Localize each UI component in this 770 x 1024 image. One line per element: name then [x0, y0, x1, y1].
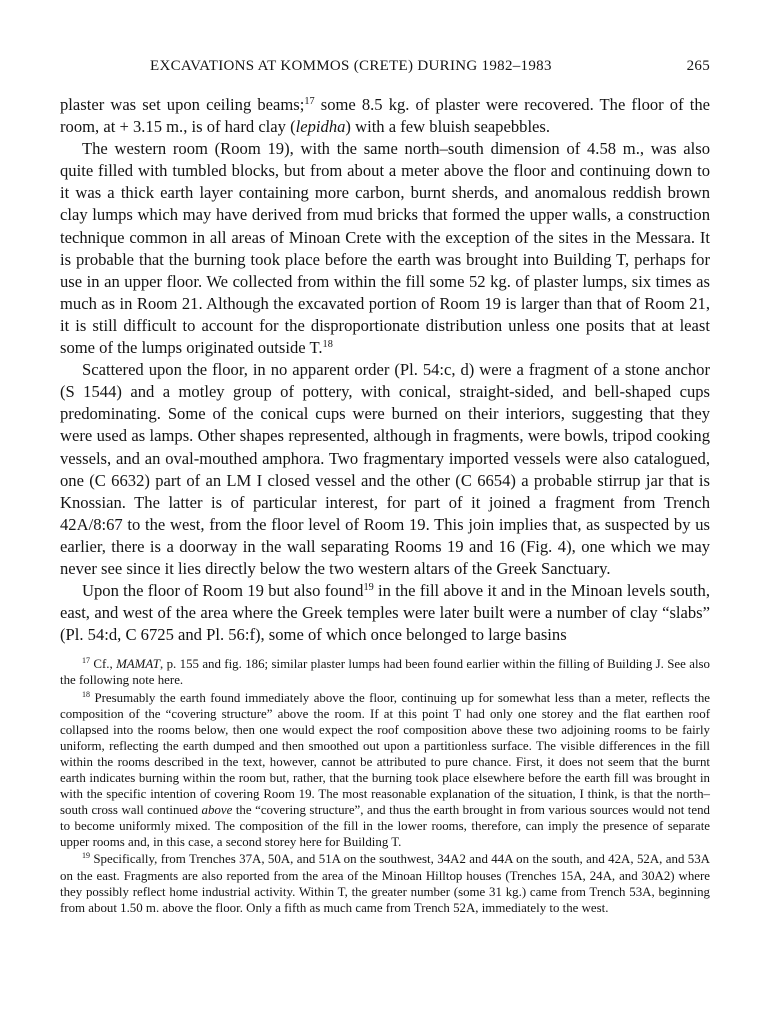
- footnote-ref-17: 17: [304, 95, 315, 107]
- footnote-ref-18: 18: [322, 338, 333, 350]
- footnote-text: Presumably the earth found immediately above the floor, continuing up for somewhat less than a meter, reflects the composition of the “covering structure” above the room. If at this point T had only one storey and the flat earthen roof collapsed into the rooms below, then one would expect the roof composition above these two adjoining rooms to be fairly uniform, reflecting the earth dumped and then smoothed out upon a partitionless surface. The visible differences in the fill within the rooms described in the text, however, cannot be attributed to pure chance. First, it does not seem that the burnt earth indicates burning within the room but, rather, that the burning took place elsewhere before the earth fill was brought in with the specific intention of covering Room 19. The most reasonable explanation of the situation, I think, is that the north–south cross wall continued: [60, 690, 710, 818]
- paragraph-text: some 8.5 kg. of plaster were recovered. The floor of the room, at + 3.15 m., is of hard clay (: [60, 95, 710, 137]
- paragraph-text: Scattered upon the floor, in no apparent order (Pl. 54:c, d) were a fragment of a stone anchor (S 1544) and a motley group of pottery, with conical, straight-sided, and bell-shaped cups predominating. Some of the conical cups were burned on their interiors, suggesting that they were used as lamps. Other shapes represented, although in fragments, were bowls, tripod cooking vessels, and an oval-mouthed amphora. Two fragmentary imported vessels were also catalogued, one (C 6632) part of an LM I closed vessel and the other (C 6654) a probable stirrup jar that is Knossian. The latter is of particular interest, for part of it joined a fragment from Trench 42A/8:67 to the west, from the floor level of Room 19. This join implies that, as suspected by us earlier, there is a doorway in the wall separating Rooms 19 and 16 (Fig. 4), one which we may never see since it lies directly below the two western altars of the Greek Sanctuary.: [60, 360, 710, 578]
- paragraph-text: Upon the floor of Room 19 but also found: [82, 581, 364, 601]
- journal-page: [60, 58, 710, 916]
- footnote-19: [60, 851, 710, 915]
- footnote-text: Cf.,: [89, 657, 117, 672]
- running-title: EXCAVATIONS AT KOMMOS (CRETE) DURING 1982–1983: [150, 58, 552, 74]
- running-head: [60, 58, 710, 82]
- footnote-ref-19: 19: [363, 581, 374, 593]
- footnote-text: Specifically, from Trenches 37A, 50A, and 51A on the southwest, 34A2 and 44A on the south, and 42A, 52A, and 53A on the east. Fragments are also reported from the area of the Minoan Hilltop houses (Trenches 15A, 24A, and 30A2) where they possibly reflect home industrial activity. Within T, the greater number (some 31 kg.) came from Trench 53A, beginning from about 1.50 m. above the floor. Only a fifth as much came from Trench 52A, immediately to the west.: [60, 852, 710, 915]
- footnotes: [60, 656, 710, 916]
- paragraph-text: ) with a few bluish seapebbles.: [345, 117, 551, 137]
- paragraph-2: [60, 138, 710, 359]
- paragraph-text: in the fill above it and in the Minoan levels south, east, and west of the area where the Greek temples were later built were a number of clay “slabs” (Pl. 54:d, C 6725 and Pl. 56:f), some of which once belonged to large basins: [60, 581, 710, 645]
- footnote-text: the “covering structure”, and thus the earth brought in from various sources would not tend to become uniformly mixed. The composition of the fill in the lower rooms, therefore, can imply the presence of separate upper rooms and, in this case, a second storey here for Building T.: [60, 803, 710, 850]
- footnote-number: 17: [82, 656, 90, 666]
- body-text: [60, 94, 710, 646]
- footnote-number: 18: [82, 689, 90, 699]
- abbreviation: MAMAT: [116, 657, 160, 672]
- italic-term: above: [201, 803, 233, 818]
- footnote-17: [60, 656, 710, 688]
- footnote-number: 19: [82, 851, 90, 861]
- paragraph-text: The western room (Room 19), with the same north–south dimension of 4.58 m., was also quite filled with tumbled blocks, but from about a meter above the floor and continuing down to it was a thick earth layer containing more carbon, burnt sherds, and anomalous reddish brown clay lumps which may have derived from mud bricks that formed the upper walls, a construction technique common in all areas of Minoan Crete with the exception of the sites in the Messara. It is probable that the burning took place before the earth was brought into Building T, perhaps for use in an upper floor. We collected from within the fill some 52 kg. of plaster lumps, six times as much as in Room 21. Although the excavated portion of Room 19 is larger than that of Room 21, it is still difficult to account for the disproportionate distribution unless one posits that at least some of the lumps originated outside T.: [60, 139, 710, 358]
- paragraph-3: [60, 359, 710, 580]
- paragraph-text: plaster was set upon ceiling beams;: [60, 95, 305, 114]
- italic-term: lepidha: [295, 117, 346, 137]
- page-number: 265: [686, 58, 710, 74]
- paragraph-4: [60, 580, 710, 646]
- footnote-text: , p. 155 and fig. 186; similar plaster lumps had been found earlier within the filling of Building J. See also the following note here.: [60, 657, 710, 688]
- paragraph-1: [60, 94, 710, 138]
- footnote-18: [60, 690, 710, 851]
